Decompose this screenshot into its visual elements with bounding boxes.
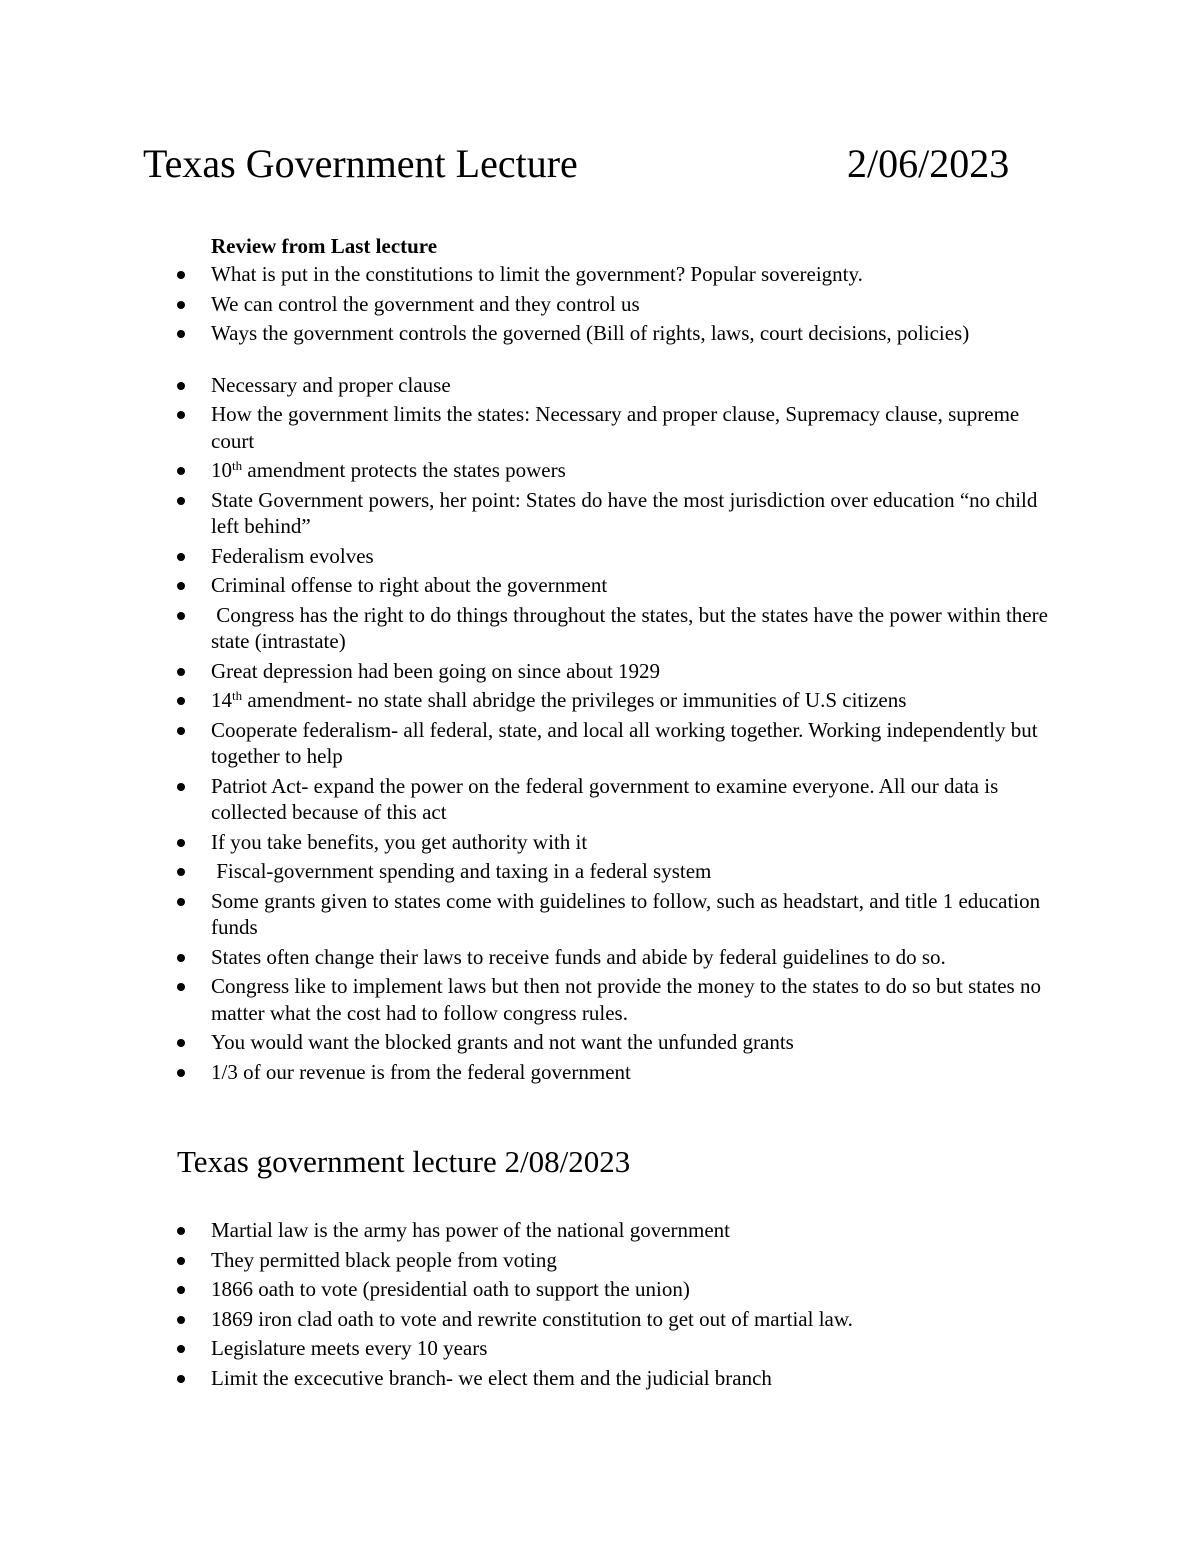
list-item: States often change their laws to receive funds and abide by federal guidelines to do so. xyxy=(175,944,1065,971)
second-lecture-notes-list xyxy=(175,1217,1065,1394)
second-lecture-title: Texas government lecture 2/08/2023 xyxy=(177,1144,631,1179)
page-title: Texas Government Lecture xyxy=(143,141,578,186)
list-item: Fiscal-government spending and taxing in a federal system xyxy=(175,858,1065,885)
list-item: You would want the blocked grants and not want the unfunded grants xyxy=(175,1029,1065,1056)
list-item: 14th amendment- no state shall abridge the privileges or immunities of U.S citizens xyxy=(175,687,1065,714)
list-item: State Government powers, her point: States do have the most jurisdiction over education “no child left behind” xyxy=(175,487,1065,540)
list-item: Criminal offense to right about the government xyxy=(175,572,1065,599)
list-item: Limit the excecutive branch- we elect them and the judicial branch xyxy=(175,1365,1065,1392)
list-item: Martial law is the army has power of the national government xyxy=(175,1217,1065,1244)
lecture-date: 2/06/2023 xyxy=(847,141,1010,186)
list-item: Necessary and proper clause xyxy=(175,372,1065,399)
list-item: How the government limits the states: Necessary and proper clause, Supremacy clause, supreme court xyxy=(175,401,1065,454)
list-item: We can control the government and they control us xyxy=(175,291,1065,318)
list-item: Great depression had been going on since about 1929 xyxy=(175,658,1065,685)
list-item: Congress like to implement laws but then not provide the money to the states to do so but states no matter what the cost had to follow congress rules. xyxy=(175,973,1065,1026)
list-item: Ways the government controls the governed (Bill of rights, laws, court decisions, policies) xyxy=(175,320,1065,347)
review-notes-list xyxy=(175,261,1065,1088)
review-heading: Review from Last lecture xyxy=(211,234,438,258)
list-item: Some grants given to states come with guidelines to follow, such as headstart, and title 1 education funds xyxy=(175,888,1065,941)
list-item: 1866 oath to vote (presidential oath to support the union) xyxy=(175,1276,1065,1303)
list-item: 1869 iron clad oath to vote and rewrite constitution to get out of martial law. xyxy=(175,1306,1065,1333)
list-item: Congress has the right to do things throughout the states, but the states have the power within there state (intrastate) xyxy=(175,602,1065,655)
list-item: Federalism evolves xyxy=(175,543,1065,570)
list-item: If you take benefits, you get authority with it xyxy=(175,829,1065,856)
list-item: They permitted black people from voting xyxy=(175,1247,1065,1274)
list-item: 1/3 of our revenue is from the federal government xyxy=(175,1059,1065,1086)
list-item: Legislature meets every 10 years xyxy=(175,1335,1065,1362)
list-item: What is put in the constitutions to limit the government? Popular sovereignty. xyxy=(175,261,1065,288)
list-item: 10th amendment protects the states powers xyxy=(175,457,1065,484)
list-item: Patriot Act- expand the power on the federal government to examine everyone. All our data is collected because of this act xyxy=(175,773,1065,826)
list-item: Cooperate federalism- all federal, state, and local all working together. Working independently but together to help xyxy=(175,717,1065,770)
